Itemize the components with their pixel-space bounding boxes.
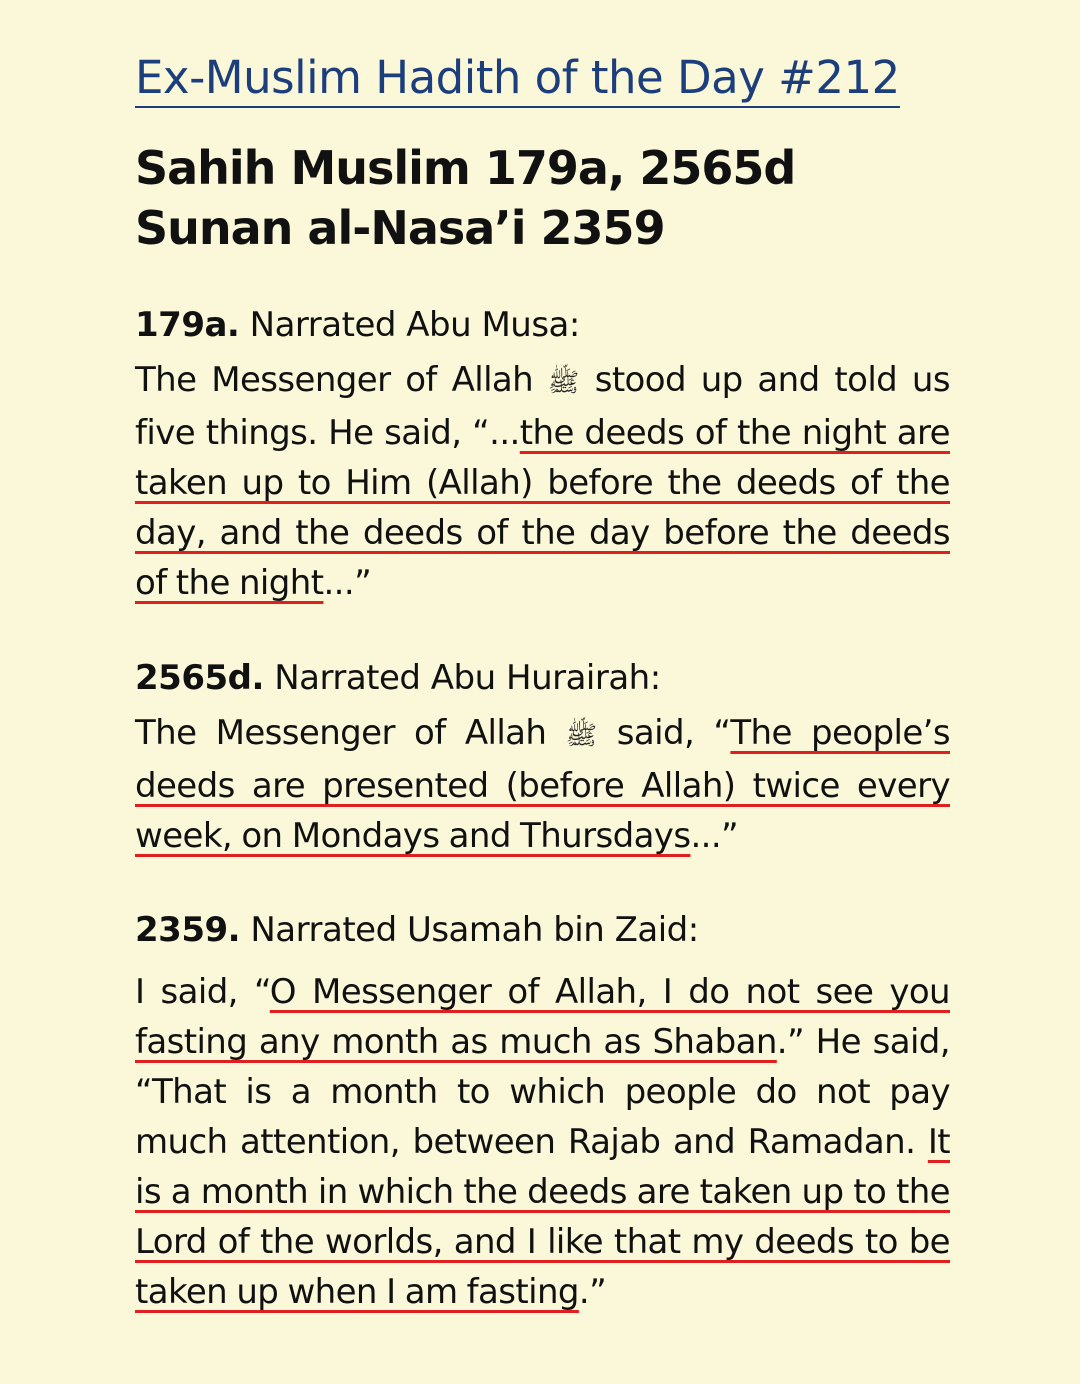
source-line-2: Sunan al-Nasa’i 2359	[135, 201, 665, 255]
hadith-2359	[135, 905, 950, 1317]
hadith-narrator: Narrated Usamah bin Zaid:	[240, 910, 699, 950]
text-segment: The Messenger of Allah	[135, 713, 566, 753]
hadith-heading	[135, 300, 950, 350]
text-segment: stood up and told us five things. He said, “...	[135, 360, 950, 453]
salawat-symbol: ﷺ	[547, 368, 580, 398]
hadith-heading	[135, 905, 950, 955]
hadith-179a	[135, 300, 950, 608]
text-segment: ...”	[690, 816, 739, 856]
hadith-narrator: Narrated Abu Hurairah:	[263, 658, 661, 698]
hadith-text	[135, 708, 950, 861]
underlined-quote: the deeds of the night are taken up to Him (Allah) before the deeds of the day, and the deeds of the day before the deeds of the night	[135, 413, 950, 603]
hadith-narrator: Narrated Abu Musa:	[239, 305, 580, 345]
text-segment: said, “	[596, 713, 731, 753]
text-segment: .” He said, “That is a month to which people do not pay much attention, between Rajab and Ramadan.	[135, 1022, 950, 1162]
page-title: Ex-Muslim Hadith of the Day #212	[135, 50, 900, 108]
hadith-2565d	[135, 653, 950, 861]
text-segment: ...”	[323, 563, 372, 603]
hadith-number: 2359.	[135, 910, 241, 950]
text-segment: The Messenger of Allah	[135, 360, 548, 400]
source-references	[135, 138, 795, 258]
hadith-text	[135, 967, 950, 1317]
hadith-number: 2565d.	[135, 658, 264, 698]
hadith-text	[135, 355, 950, 608]
source-line-1: Sahih Muslim 179a, 2565d	[135, 141, 796, 195]
underlined-quote: It is a month in which the deeds are taken up to the Lord of the worlds, and I like that my deeds to be taken up when I am fasting	[135, 1122, 950, 1312]
underlined-quote: O Messenger of Allah, I do not see you fasting any month as much as Shaban	[135, 972, 951, 1062]
text-segment: I said, “	[135, 972, 270, 1012]
hadith-heading	[135, 653, 950, 703]
hadith-number: 179a.	[135, 305, 240, 345]
text-segment: .”	[578, 1272, 607, 1312]
underlined-quote: The people’s deeds are presented (before Allah) twice every week, on Mondays and Thursdays	[135, 713, 950, 856]
salawat-symbol: ﷺ	[565, 721, 597, 751]
